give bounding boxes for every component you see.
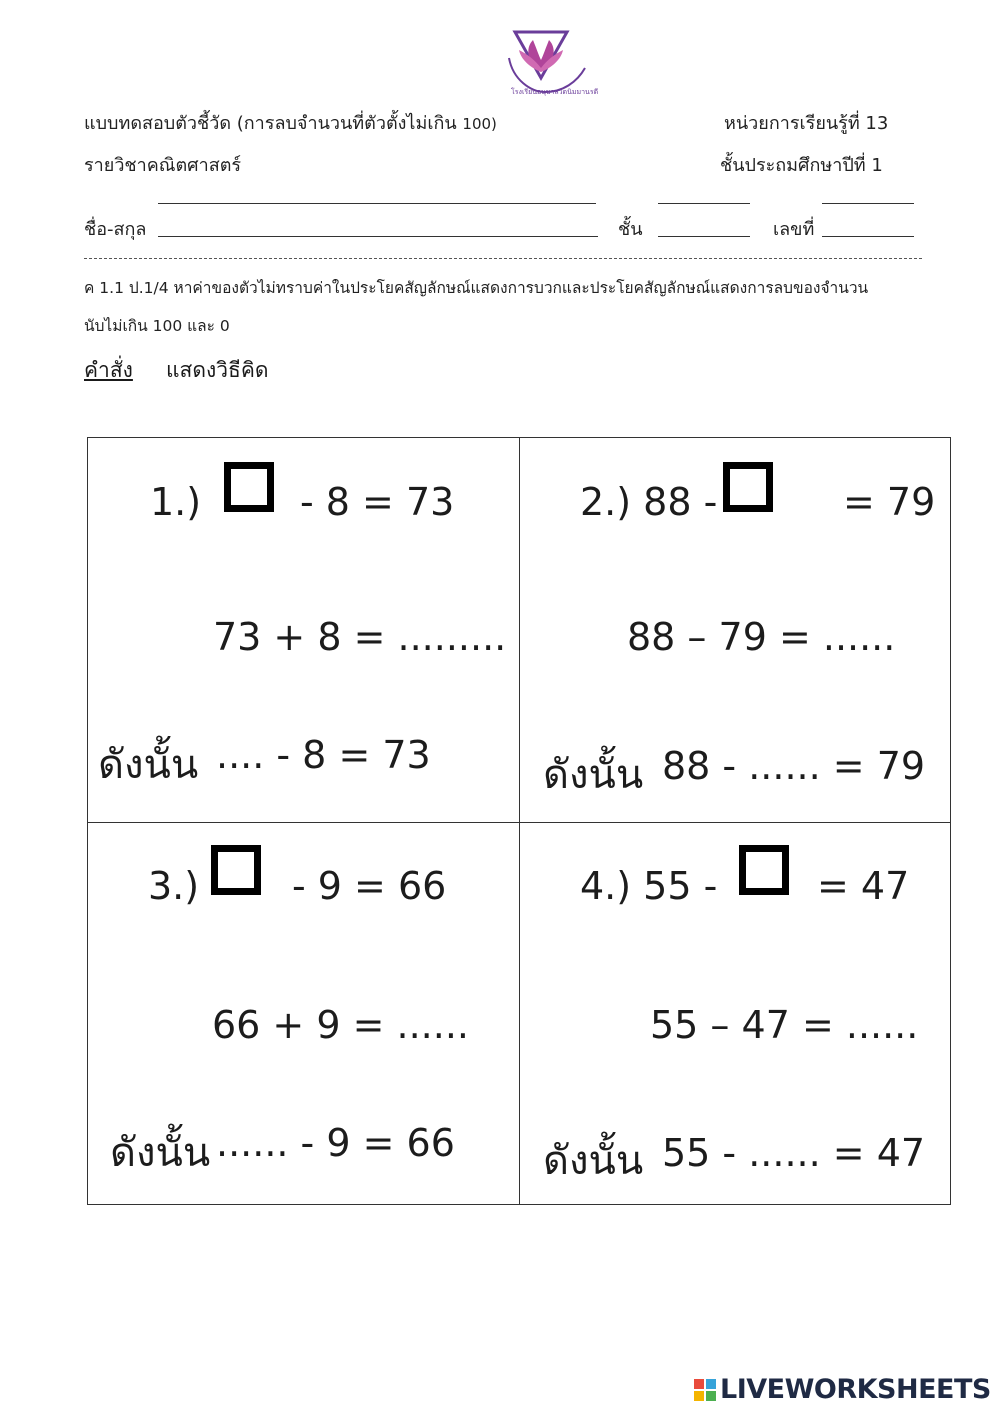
- brand-text: LIVEWORKSHEETS: [720, 1374, 991, 1405]
- p4-equation-tail: = 47: [817, 864, 910, 908]
- grid-horizontal-divider: [88, 822, 950, 823]
- p2-answer[interactable]: 88 - ...... = 79: [662, 744, 926, 788]
- name-input-line[interactable]: [158, 236, 598, 237]
- p1-step[interactable]: 73 + 8 = .........: [213, 615, 507, 659]
- p3-number: 3.): [148, 864, 200, 908]
- unit-label: หน่วยการเรียนรู้ที่ 13: [724, 113, 889, 134]
- number-line-top: [822, 203, 914, 204]
- p4-answer[interactable]: 55 - ...... = 47: [662, 1131, 926, 1175]
- p3-blank-box[interactable]: [211, 845, 261, 895]
- number-label: เลขที่: [773, 219, 815, 240]
- problem-grid: [87, 437, 951, 1205]
- p3-step[interactable]: 66 + 9 = ......: [212, 1003, 470, 1047]
- liveworksheets-logo-icon: [694, 1379, 716, 1401]
- p2-therefore: ดังนั้น: [543, 752, 644, 798]
- p1-blank-box[interactable]: [224, 462, 274, 512]
- p4-therefore: ดังนั้น: [543, 1138, 644, 1184]
- p2-number: 2.) 88 -: [580, 480, 718, 524]
- p1-therefore: ดังนั้น: [98, 742, 199, 788]
- standard-line-2: นับไม่เกิน 100 และ 0: [84, 317, 230, 335]
- instruction-label: คำสั่ง: [84, 358, 133, 382]
- grid-vertical-divider: [519, 438, 520, 1204]
- p3-equation-tail: - 9 = 66: [292, 864, 447, 908]
- name-label: ชื่อ-สกุล: [84, 219, 147, 240]
- dashed-divider: [84, 258, 922, 259]
- p3-answer[interactable]: ...... - 9 = 66: [216, 1121, 455, 1165]
- logo-text: โรงเรียนอนุบาลวัดนิมมานรดี: [511, 88, 599, 96]
- class-line-top: [658, 203, 750, 204]
- instruction-text: แสดงวิธีคิด: [166, 358, 269, 382]
- p1-equation-tail: - 8 = 73: [300, 480, 455, 524]
- class-input-line[interactable]: [658, 236, 750, 237]
- test-title: [84, 108, 497, 137]
- subject-label: รายวิชาคณิตศาสตร์: [84, 155, 242, 176]
- p2-step[interactable]: 88 – 79 = ......: [627, 615, 896, 659]
- p2-equation-tail: = 79: [843, 480, 936, 524]
- p4-number: 4.) 55 -: [580, 864, 718, 908]
- standard-line-1: ค 1.1 ป.1/4 หาค่าของตัวไม่ทราบค่าในประโยคสัญลักษณ์แสดงการบวกและประโยคสัญลักษณ์แสดงการลบของจำนวน: [84, 279, 869, 297]
- number-input-line[interactable]: [822, 236, 914, 237]
- grade-label: ชั้นประถมศึกษาปีที่ 1: [720, 155, 883, 176]
- test-title-text: แบบทดสอบตัวชี้วัด (การลบจำนวนที่ตัวตั้งไม่เกิน: [84, 113, 463, 134]
- p2-blank-box[interactable]: [723, 462, 773, 512]
- p4-blank-box[interactable]: [739, 845, 789, 895]
- liveworksheets-brand[interactable]: [694, 1374, 991, 1405]
- class-label: ชั้น: [618, 219, 643, 240]
- p1-answer[interactable]: .... - 8 = 73: [216, 733, 431, 777]
- p4-step[interactable]: 55 – 47 = ......: [650, 1003, 919, 1047]
- school-logo: [505, 28, 615, 96]
- p3-therefore: ดังนั้น: [110, 1130, 211, 1176]
- test-title-number: 100): [462, 115, 497, 133]
- p1-number: 1.): [150, 480, 202, 524]
- name-line-top: [158, 203, 596, 204]
